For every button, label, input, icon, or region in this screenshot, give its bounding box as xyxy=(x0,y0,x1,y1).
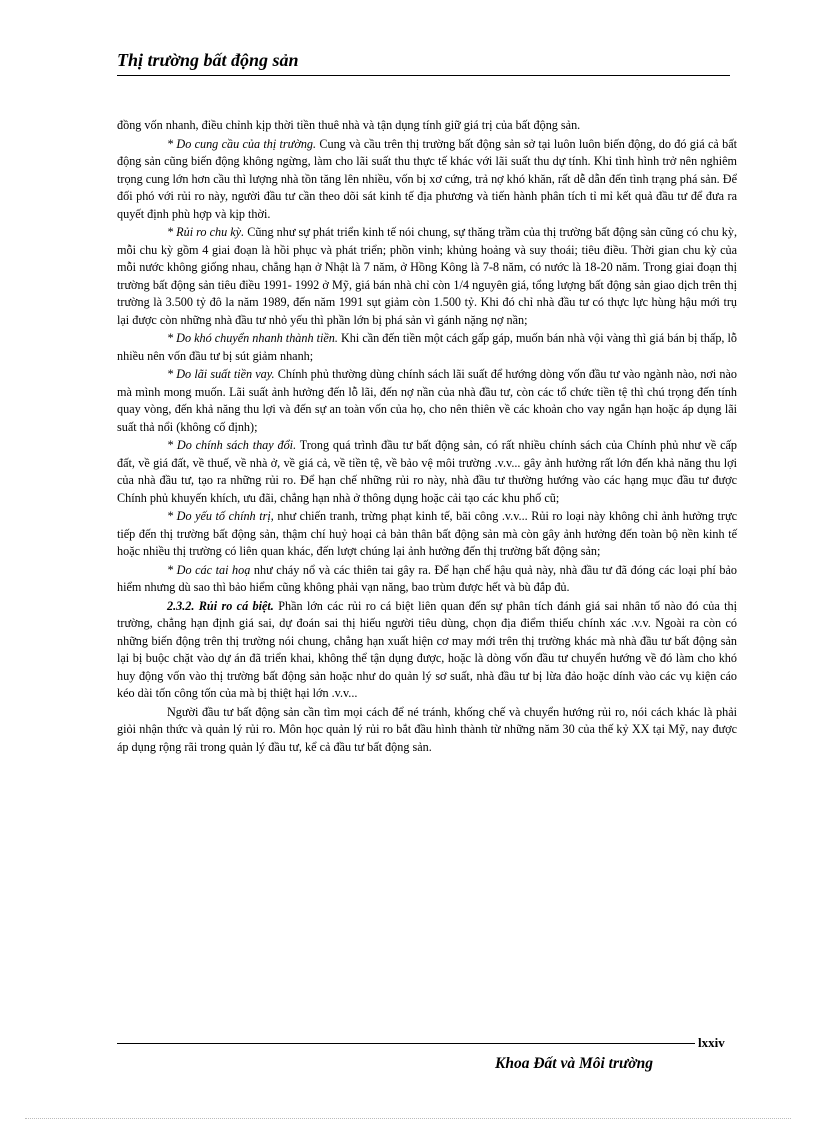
page-bottom-border xyxy=(25,1118,791,1119)
paragraph-specific-risk xyxy=(117,598,737,703)
section-heading: 2.3.2. Rủi ro cá biệt. xyxy=(167,598,274,613)
paragraph-text: như cháy nổ và các thiên tai gây ra. Để hạn chế hậu quả này, nhà đầu tư đã đóng các loại phí bảo hiểm nhưng dù sao thì bảo hiểm cũng không phải vạn năng, bao trùm được hết và bù đắp đủ. xyxy=(117,562,737,594)
paragraph-policy-change xyxy=(117,437,737,507)
paragraph-interest-rate xyxy=(117,366,737,436)
paragraph-lead: * Do yếu tố chính trị, xyxy=(167,509,274,523)
paragraph-supply-demand xyxy=(117,136,737,224)
paragraph-lead: * Do khó chuyển nhanh thành tiền. xyxy=(167,331,338,345)
footer-department: Khoa Đất và Môi trường xyxy=(495,1055,653,1072)
paragraph-text: như chiến tranh, trừng phạt kinh tế, bãi công .v.v... Rủi ro loại này không chỉ ảnh hưởng trực tiếp đến thị trường bất động sản, thậm chí huỷ hoại cả bản thân bất động sản mà còn gây ảnh hưởng đến toàn bộ nền kinh tế hoặc nhiều thị trường có liên quan khác, đến lượt chúng lại ảnh hưởng đến thị trường bất động sản; xyxy=(117,509,737,558)
paragraph-continuation xyxy=(117,117,737,135)
document-body xyxy=(117,117,737,757)
paragraph-lead: * Do cung cầu của thị trường. xyxy=(167,136,317,151)
paragraph-text: Người đầu tư bất động sản cần tìm mọi cách để né tránh, khống chế và chuyển hướng rủi ro, nói cách khác là phải giỏi nhận thức và quản lý rủi ro. Môn học quản lý rủi ro bắt đầu hình thành từ những năm 30 của thế kỷ XX tại Mỹ, nay được áp dụng rộng rãi trong quản lý đầu tư, kể cả đầu tư bất động sản. xyxy=(117,704,737,754)
paragraph-risk-management xyxy=(117,704,737,757)
paragraph-text: Cung và cầu trên thị trường bất động sản sở tại luôn luôn biến động, do đó giá cả bất động sản cũng biến động không ngừng, làm cho lãi suất thu thực tế khác với lãi suất thu dự tính. Khi tình hình trở nên nghiêm trọng cung lớn hơn cầu thì lượng nhà tồn tăng lên nhiều, vốn bị xơ cứng, trả nợ khó khăn, rất dễ dẫn đến tình trạng phá sản. Để đối phó với rủi ro này, người đầu tư cần theo dõi sát kinh tế địa phương và tiến hành phân tích tỉ mỉ kết quả đầu tư để đưa ra quyết định phù hợp và kịp thời. xyxy=(117,136,737,221)
paragraph-lead: * Do chính sách thay đổi. xyxy=(167,438,297,452)
paragraph-political xyxy=(117,508,737,561)
page-number: lxxiv xyxy=(698,1035,725,1050)
paragraph-text: Cũng như sự phát triển kinh tế nói chung, sự thăng trầm của thị trường bất động sản cũng có chu kỳ, mỗi chu kỳ gồm 4 giai đoạn là hồi phục và phát triển; phồn vinh; khủng hoảng và suy thoái; tiêu điều. Thời gian chu kỳ của mỗi nước không giống nhau, chẳng hạn ở Nhật là 7 năm, ở Hồng Kông là 7-8 năm, có nước là 18-20 năm. Trong giai đoạn thị trường bất động sản tiêu điều 1991- 1992 ở Mỹ, giá bán nhà chỉ còn 1/4 nguyên giá, tổng lượng bất động sản giao dịch trên thị trường là 3.500 tỷ đô la năm 1989, đến năm 1991 sụt giảm còn 1.500 tỷ. Khi đó chỉ nhà đầu tư có thực lực hùng hậu mới trụ lại được còn những nhà đầu tư nhỏ yếu thì phần lớn bị phá sản vì gánh nặng nợ nần; xyxy=(117,225,737,327)
footer-divider xyxy=(117,1043,695,1044)
paragraph-disasters xyxy=(117,562,737,597)
paragraph-lead: * Rủi ro chu kỳ. xyxy=(167,225,245,239)
header-divider xyxy=(117,75,730,76)
paragraph-text: Trong quá trình đầu tư bất động sản, có rất nhiều chính sách của Chính phủ như về cấp đất, về giá đất, về thuế, về nhà ở, về giá cả, về tiền tệ, về bảo vệ môi trường .v.v... gây ảnh hưởng rất lớn đến khả năng thu lợi của nhà đầu tư, tạo ra những rủi ro. Để hạn chế những rủi ro này, nhà đầu tư thường hướng vào các hạng mục đầu tư được Chính phủ khuyến khích, ưu đãi, chẳng hạn nhà ở thông dụng hoặc cải tạo các khu phố cũ; xyxy=(117,438,737,505)
paragraph-text: Chính phủ thường dùng chính sách lãi suất để hướng dòng vốn đầu tư vào ngành nào, nơi nào mà mình mong muốn. Lãi suất ảnh hưởng đến lỗ lãi, đến nợ nần của nhà đầu tư, còn các tổ chức tiền tệ thì chú trọng đến tính quay vòng, đến khả năng thu lợi và đến sự an toàn vốn của họ, cho nên thiên về các khoản cho vay ngắn hạn hoặc áp dụng lãi suất thả nổi (không cố định); xyxy=(117,367,738,434)
paragraph-lead: * Do lãi suất tiền vay. xyxy=(167,367,275,381)
paragraph-lead: * Do các tai hoạ xyxy=(167,562,251,577)
paragraph-text: đồng vốn nhanh, điều chỉnh kịp thời tiền thuê nhà và tận dụng tính giữ giá trị của bất động sản. xyxy=(117,118,581,132)
paragraph-liquidity xyxy=(117,330,737,365)
paragraph-text: Phần lớn các rủi ro cá biệt liên quan đến sự phân tích đánh giá sai nhân tố nào đó của thị trường, chẳng hạn định giá sai, dự đoán sai thị hiếu người tiêu dùng, chọn địa điểm thiếu chính xác .v.v. Ngoài ra còn có những biến động trên thị trường nói chung, chẳng hạn xuất hiện cơ may mới trên thị trường khác mà nhà đầu tư bất động sản lại bị buộc chặt vào dự án đã triển khai, không thể tận dụng được, hoặc là dòng vốn đầu tư chuyển hướng về đó làm cho khó huy động vốn vào thị trường bất động sản hoặc như do quản lý sơ suất, nhà đầu tư bị lừa đảo hoặc dính vào các vụ kiện cáo kéo dài tốn công tốn của mà bị thiệt hại lớn .v.v... xyxy=(117,598,737,700)
paragraph-text: Khi cần đến tiền một cách gấp gáp, muốn bán nhà vội vàng thì giá bán bị thấp, lỗ nhiều nên vốn đầu tư bị sút giảm nhanh; xyxy=(117,331,737,363)
paragraph-cycle-risk xyxy=(117,224,737,329)
page-header-title: Thị trường bất động sản xyxy=(117,50,299,70)
